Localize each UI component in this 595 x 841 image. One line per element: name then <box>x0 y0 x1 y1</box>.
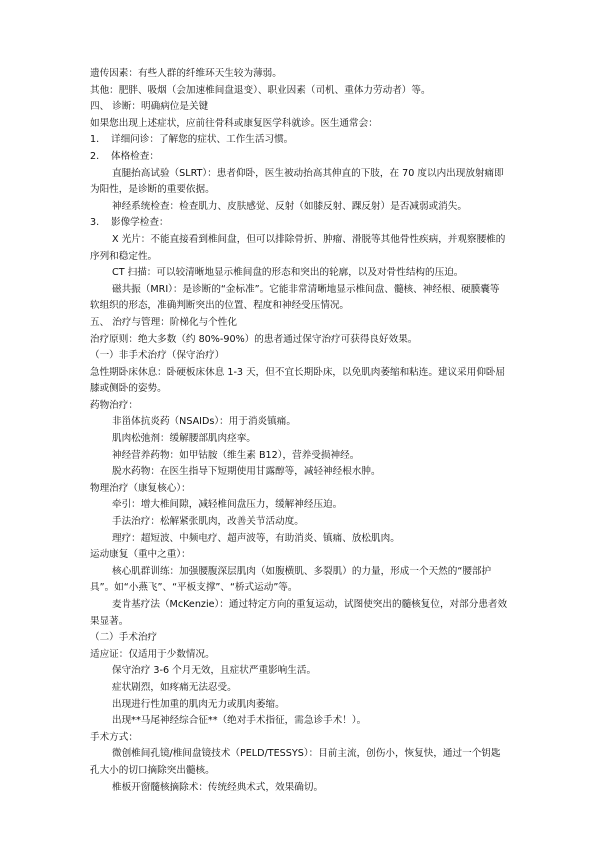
list-item: 保守治疗 3-6 个月无效，且症状严重影响生活。 <box>112 665 317 677</box>
list-item: 椎板开窗髓核摘除术：传统经典术式，效果确切。 <box>112 781 324 793</box>
subsection-heading: （一）非手术治疗（保守治疗） <box>90 350 225 362</box>
numbered-item <box>90 149 508 166</box>
numbered-item <box>90 132 508 149</box>
list-item: 牵引：增大椎间隙，减轻椎间盘压力，缓解神经压迫。 <box>112 499 343 511</box>
text-line: 遗传因素：有些人群的纤维环天生较为薄弱。 <box>90 68 282 79</box>
text-line: 运动康复（重中之重）： <box>90 549 191 561</box>
list-item: 神经营养药物：如甲钴胺（维生素 B12），营养受损神经。 <box>112 449 360 461</box>
text-line: 药物治疗： <box>90 399 138 411</box>
item-number: 2. <box>90 150 100 162</box>
text-line: CT 扫描：可以较清晰地显示椎间盘的形态和突出的轮廓，以及对骨性结构的压迫。 <box>112 267 464 279</box>
text-line: 其他：肥胖、吸烟（会加速椎间盘退变）、职业因素（司机、重体力劳动者）等。 <box>90 84 431 96</box>
list-item: 出现进行性加重的肌肉无力或肌肉萎缩。 <box>112 698 285 710</box>
item-text: 详细问诊：了解您的症状、工作生活习惯。 <box>111 134 294 146</box>
list-item: 理疗：超短波、中频电疗、超声波等，有助消炎、镇痛、放松肌肉。 <box>112 532 400 544</box>
item-number: 1. <box>90 134 100 146</box>
item-text: 影像学检查： <box>111 217 169 229</box>
item-number: 3. <box>90 217 100 229</box>
paragraph: 麦肯基疗法（McKenzie）：通过特定方向的重复运动，试图使突出的髓核复位，对部分患者效果显著。 <box>90 599 508 627</box>
numbered-item <box>90 215 508 232</box>
document-body <box>90 66 508 796</box>
paragraph: 急性期卧床休息：卧硬板床休息 1-3 天，但不宜长期卧床，以免肌肉萎缩和粘连。建议采用仰卧屈膝或侧卧的姿势。 <box>90 366 506 395</box>
list-item: 症状剧烈，如疼痛无法忍受。 <box>112 681 237 693</box>
text-line: 手术方式： <box>90 731 138 743</box>
paragraph: X 光片：不能直接看到椎间盘，但可以排除骨折、肿瘤、滑脱等其他骨性疾病，并观察腰椎的序列和稳定性。 <box>90 233 506 262</box>
paragraph: 磁共振（MRI）：是诊断的“金标准”。它能非常清晰地显示椎间盘、髓核、神经根、硬膜囊等软组织的形态，准确判断突出的位置、程度和神经受压情况。 <box>90 283 500 312</box>
text-line: 物理治疗（康复核心）： <box>90 482 191 494</box>
text-line: 神经系统检查：检查肌力、皮肤感觉、反射（如膝反射、踝反射）是否减弱或消失。 <box>112 200 467 212</box>
paragraph: 核心肌群训练：加强腰腹深层肌肉（如腹横肌、多裂肌）的力量，形成一个天然的“腰部护具”。如“小燕飞”、“平板支撑”、“桥式运动”等。 <box>90 565 492 594</box>
list-item: 肌肉松弛剂：缓解腰部肌肉痉挛。 <box>112 433 256 445</box>
subsection-heading: （二）手术治疗 <box>90 632 158 644</box>
list-item: 非甾体抗炎药（NSAIDs）：用于消炎镇痛。 <box>112 416 296 428</box>
list-item: 出现**马尾神经综合征**（绝对手术指征，需急诊手术！）。 <box>112 715 367 727</box>
text-line: 适应证：仅适用于少数情况。 <box>90 648 215 660</box>
list-item: 脱水药物：在医生指导下短期使用甘露醇等，减轻神经根水肿。 <box>112 466 381 478</box>
section-heading: 五、 治疗与管理：阶梯化与个性化 <box>90 316 237 328</box>
section-heading: 四、 诊断：明确病位是关键 <box>90 101 209 113</box>
text-line: 治疗原则：绝大多数（约 80%-90%）的患者通过保守治疗可获得良好效果。 <box>90 333 418 345</box>
list-item: 手法治疗：松解紧张肌肉，改善关节活动度。 <box>112 516 304 528</box>
item-text: 体格检查： <box>111 150 159 162</box>
paragraph: 直腿抬高试验（SLRT）：患者仰卧，医生被动抬高其伸直的下肢，在 70 度以内出现放射痛即为阳性，是诊断的重要依据。 <box>90 167 504 196</box>
paragraph: 微创椎间孔镜/椎间盘镜技术（PELD/TESSYS）：目前主流，创伤小，恢复快，通过一个钥匙孔大小的切口摘除突出髓核。 <box>90 748 501 776</box>
text-line: 如果您出现上述症状，应前往骨科或康复医学科就诊。医生通常会： <box>90 117 378 129</box>
